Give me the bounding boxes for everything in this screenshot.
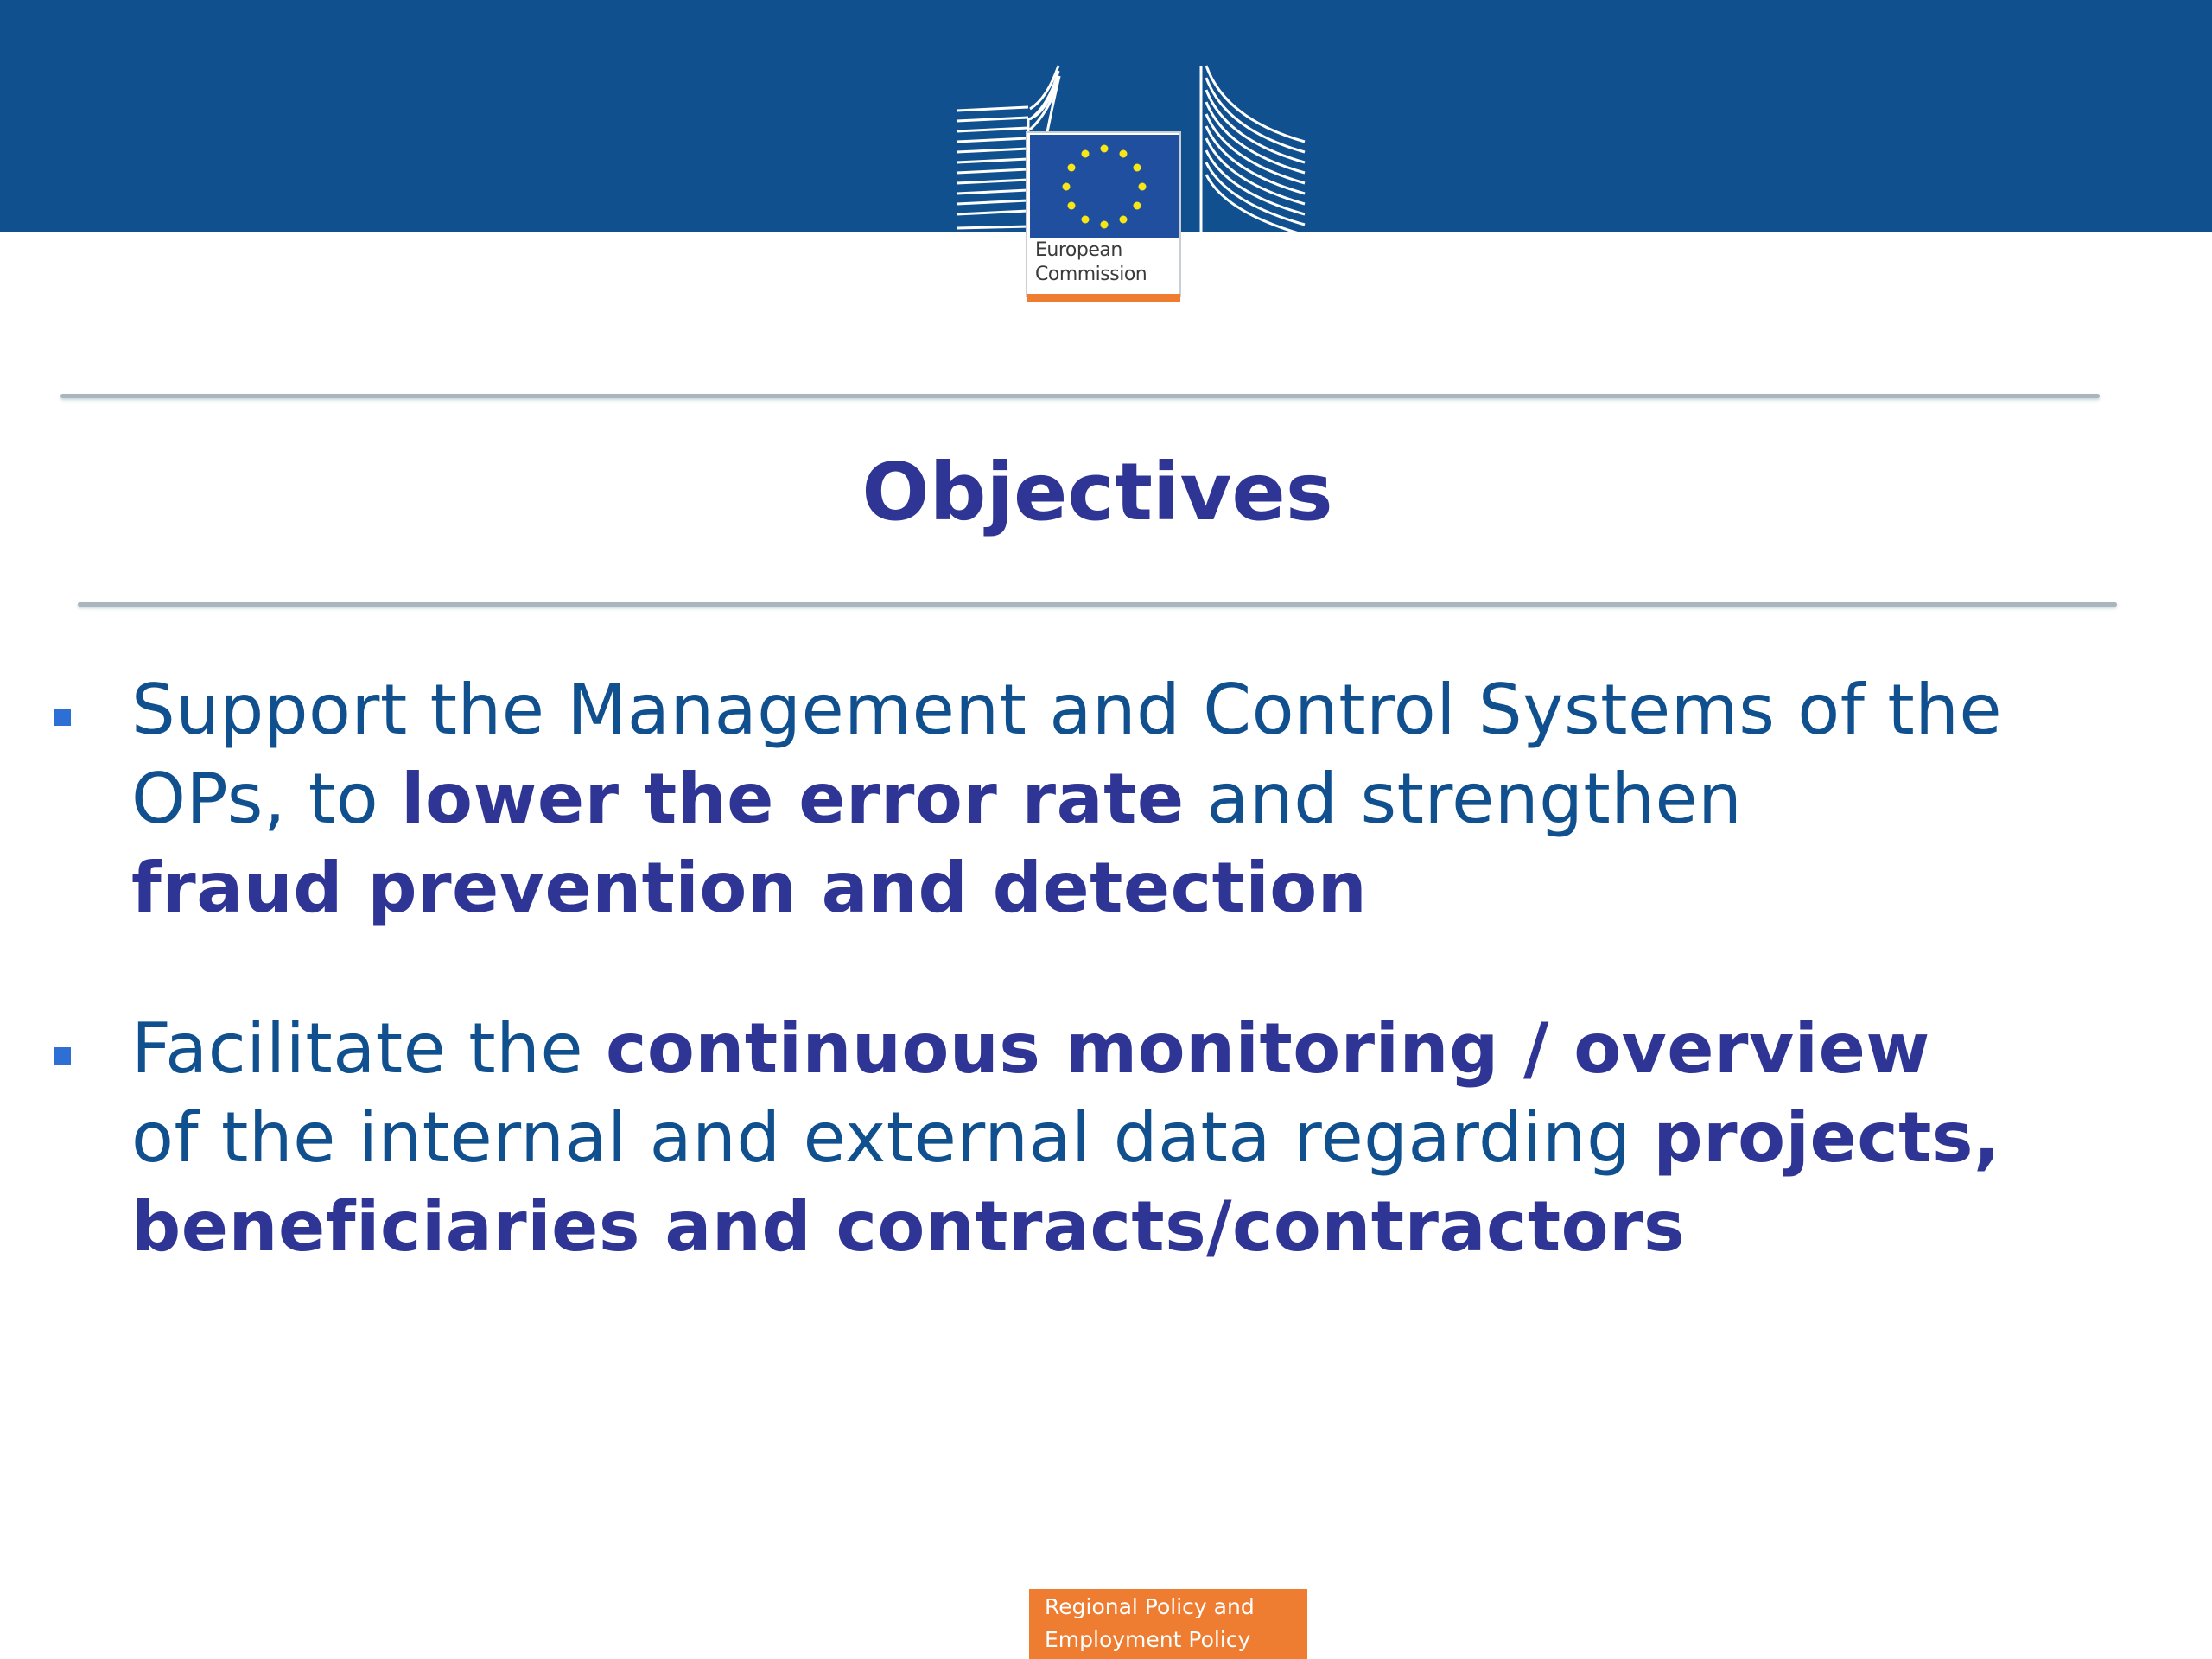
bullet-line	[131, 754, 2205, 843]
logo-line-2: Commission	[1035, 264, 1147, 285]
bullet-line	[131, 1004, 2205, 1093]
bold-text-run: projects,	[1653, 1097, 2000, 1178]
text-run: Facilitate the	[131, 1008, 606, 1089]
bullet-square-icon	[54, 709, 71, 726]
logo-wordmark	[1035, 238, 1173, 287]
bold-text-run: beneficiaries and contracts/contractors	[131, 1186, 1686, 1267]
title-divider-bottom	[78, 602, 2117, 607]
bold-text-run: lower the error rate	[401, 759, 1185, 839]
title-divider-top	[60, 394, 2100, 398]
logo-line-1: European	[1035, 239, 1122, 261]
footer-line-2: Employment Policy	[1045, 1627, 1251, 1652]
bullet-line	[131, 1093, 2205, 1182]
bullet-text	[131, 1004, 2205, 1271]
bullet-text	[131, 665, 2205, 932]
bullet-line	[131, 1182, 2205, 1271]
building-right-wing-icon	[1201, 66, 1306, 240]
bullet-line	[131, 665, 2205, 754]
footer-dg-badge	[1029, 1589, 1307, 1659]
bullet-line	[131, 843, 2205, 932]
text-run: Support the Management and Control Systems of the	[131, 670, 2003, 750]
text-run: of the internal and external data regarding	[131, 1097, 1654, 1178]
text-run: and strengthen	[1184, 759, 1743, 839]
slide-title: Objectives	[861, 446, 1333, 538]
footer-line-1: Regional Policy and	[1045, 1594, 1255, 1619]
bold-text-run: continuous monitoring / overview	[605, 1008, 1930, 1089]
bullet-square-icon	[54, 1047, 71, 1065]
bold-text-run: fraud prevention and detection	[131, 848, 1368, 928]
text-run: OPs, to	[131, 759, 402, 839]
